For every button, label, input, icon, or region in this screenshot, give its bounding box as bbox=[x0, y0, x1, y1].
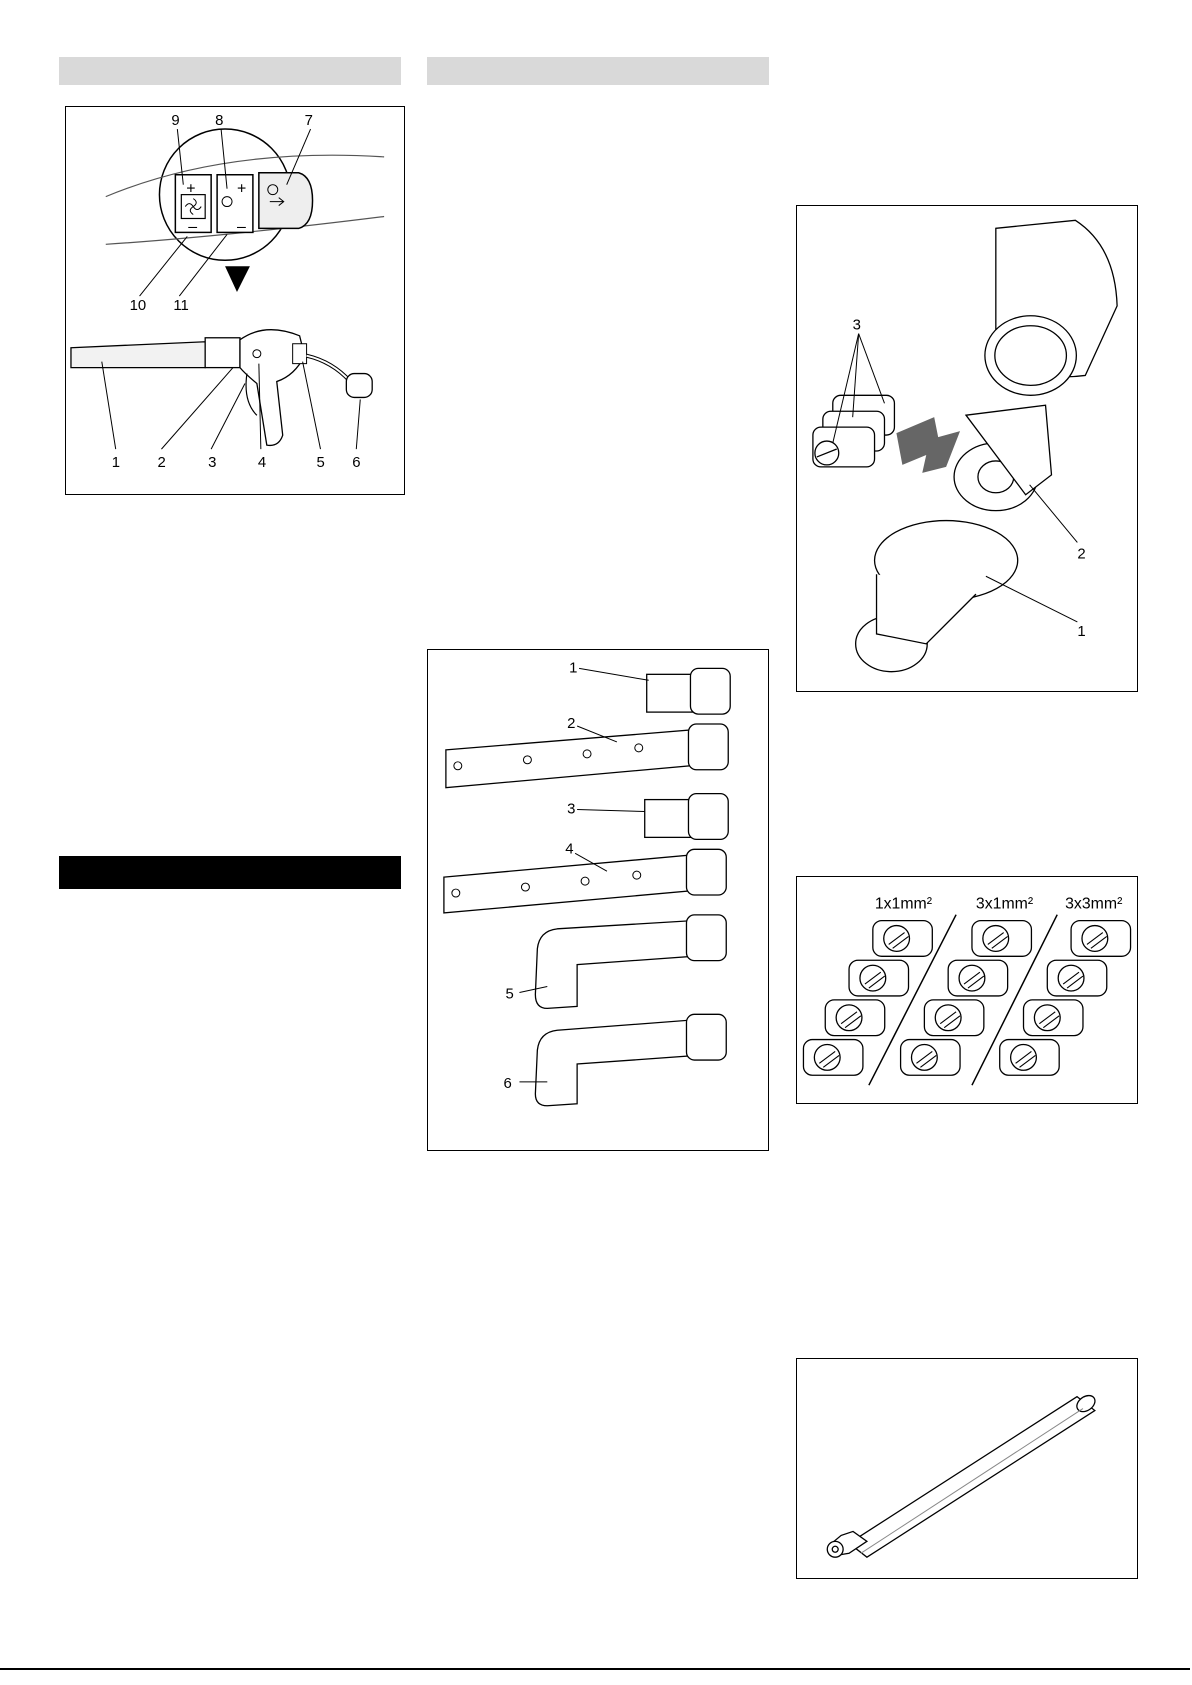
page-footer-rule bbox=[0, 1668, 1190, 1670]
callout-9: 9 bbox=[171, 113, 180, 130]
insert-sizes-illustration bbox=[797, 877, 1137, 1103]
callout-10: 10 bbox=[129, 297, 147, 314]
fan-plus-sign: + bbox=[186, 180, 196, 198]
callout-3: 3 bbox=[208, 455, 217, 472]
callout-2: 2 bbox=[157, 455, 166, 472]
coupling-illustration bbox=[797, 206, 1137, 691]
figure-insert-sizes bbox=[796, 876, 1138, 1104]
section-header-bar-1 bbox=[59, 57, 401, 85]
callout-5: 5 bbox=[316, 455, 325, 472]
nozzle-callout-1: 1 bbox=[569, 660, 578, 677]
column-label-1x1: 1x1mm² bbox=[874, 895, 933, 913]
callout-4: 4 bbox=[257, 455, 267, 472]
column-label-3x1: 3x1mm² bbox=[975, 895, 1034, 913]
nozzle-callout-5: 5 bbox=[505, 986, 514, 1003]
figure-rod bbox=[796, 1358, 1138, 1579]
temp-plus-sign: + bbox=[236, 180, 247, 198]
nozzle-callout-2: 2 bbox=[567, 716, 576, 733]
fan-minus-sign: – bbox=[188, 218, 198, 236]
figure-spray-gun bbox=[65, 106, 405, 495]
nozzles-illustration bbox=[428, 650, 768, 1150]
callout-7: 7 bbox=[304, 113, 313, 130]
callout-8: 8 bbox=[215, 113, 224, 130]
temp-minus-sign: – bbox=[236, 218, 246, 236]
figure-coupling bbox=[796, 205, 1138, 692]
section-header-bar-2 bbox=[427, 57, 769, 85]
callout-1: 1 bbox=[111, 455, 121, 472]
warning-header-bar bbox=[59, 856, 401, 889]
figure-nozzles bbox=[427, 649, 769, 1151]
nozzle-callout-4: 4 bbox=[565, 841, 574, 858]
coupling-callout-2: 2 bbox=[1077, 546, 1086, 563]
callout-11: 11 bbox=[173, 297, 189, 314]
column-label-3x3: 3x3mm² bbox=[1065, 895, 1123, 913]
nozzle-callout-6: 6 bbox=[503, 1075, 512, 1092]
coupling-callout-3: 3 bbox=[852, 317, 861, 334]
callout-6: 6 bbox=[352, 455, 361, 472]
rod-illustration bbox=[797, 1359, 1137, 1578]
coupling-callout-1: 1 bbox=[1077, 623, 1086, 640]
nozzle-callout-3: 3 bbox=[567, 801, 576, 818]
spray-gun-illustration bbox=[66, 107, 404, 494]
